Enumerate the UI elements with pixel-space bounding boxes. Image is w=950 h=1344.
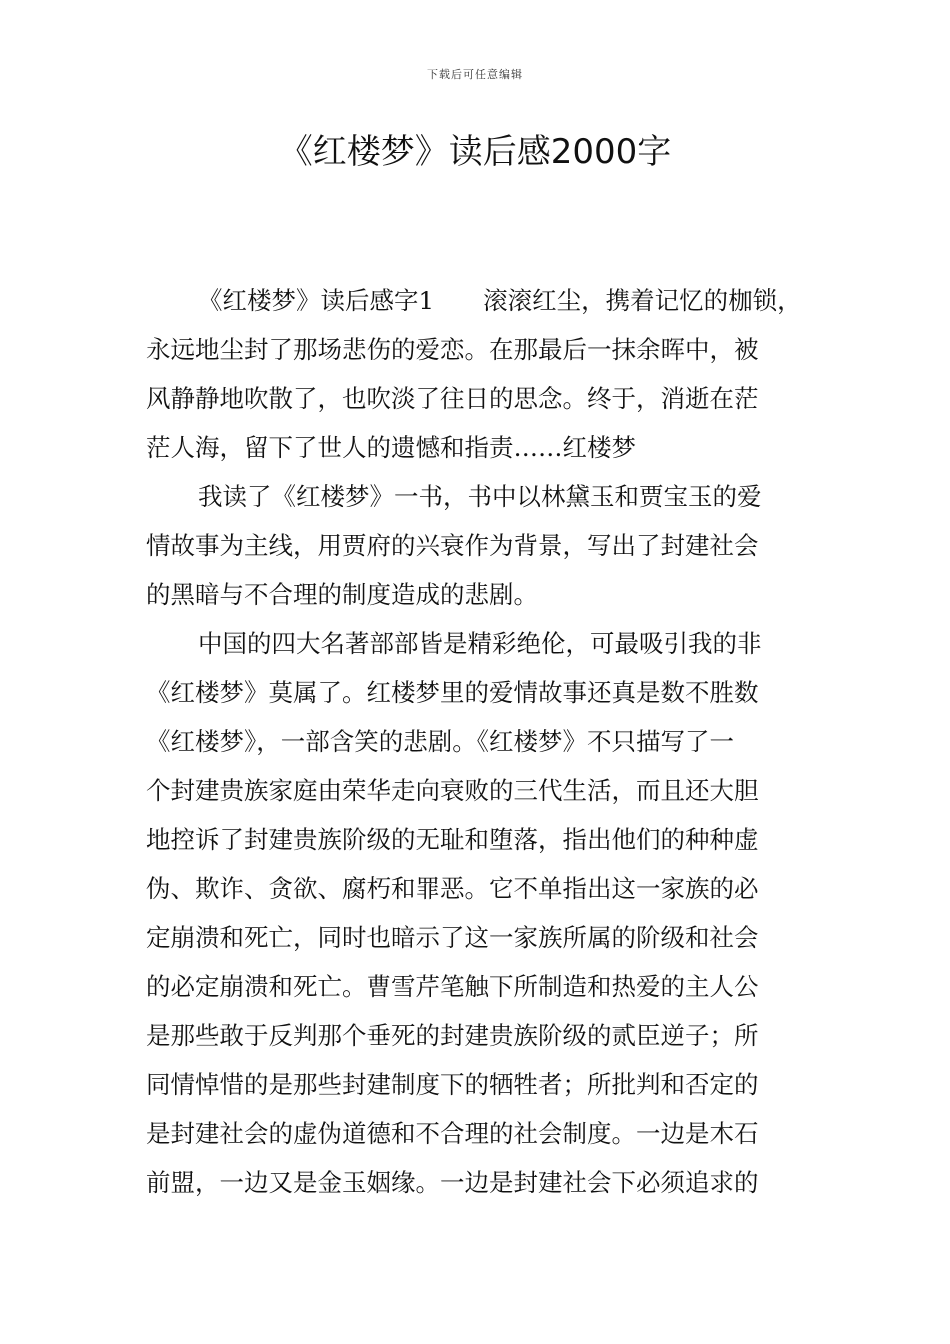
text-line: 是那些敢于反判那个垂死的封建贵族阶级的贰臣逆子；所 xyxy=(146,1021,759,1050)
text-line: 伪、欺诈、贪欲、腐朽和罪恶。它不单指出这一家族的必 xyxy=(146,874,759,903)
header-note: 下载后可任意编辑 xyxy=(427,68,523,81)
text-line: 《红楼梦》读后感字1 滚滚红尘，携着记忆的枷锁， xyxy=(198,286,802,315)
text-line: 定崩溃和死亡，同时也暗示了这一家族所属的阶级和社会 xyxy=(146,923,759,952)
text-line: 风静静地吹散了，也吹淡了往日的思念。终于，消逝在茫 xyxy=(146,384,759,413)
text-line: 《红楼梦》，一部含笑的悲剧。《红楼梦》不只描写了一 xyxy=(146,727,734,756)
text-line: 同情悼惜的是那些封建制度下的牺牲者；所批判和否定的 xyxy=(146,1070,759,1099)
text-line: 地控诉了封建贵族阶级的无耻和堕落，指出他们的种种虚 xyxy=(146,825,759,854)
text-line: 是封建社会的虚伪道德和不合理的社会制度。一边是木石 xyxy=(146,1119,759,1148)
text-line: 个封建贵族家庭由荣华走向衰败的三代生活，而且还大胆 xyxy=(146,776,759,805)
text-line: 《红楼梦》莫属了。红楼梦里的爱情故事还真是数不胜数 xyxy=(146,678,759,707)
document-body xyxy=(146,276,811,1207)
text-line: 的必定崩溃和死亡。曹雪芹笔触下所制造和热爱的主人公 xyxy=(146,972,759,1001)
text-line: 我读了《红楼梦》一书，书中以林黛玉和贾宝玉的爱 xyxy=(198,482,762,511)
text-line: 情故事为主线，用贾府的兴衰作为背景，写出了封建社会 xyxy=(146,531,759,560)
text-line: 前盟，一边又是金玉姻缘。一边是封建社会下必须追求的 xyxy=(146,1168,759,1197)
text-line: 的黑暗与不合理的制度造成的悲剧。 xyxy=(146,580,538,609)
text-line: 茫人海，留下了世人的遗憾和指责……红楼梦 xyxy=(146,433,636,462)
text-line: 永远地尘封了那场悲伤的爱恋。在那最后一抹余晖中，被 xyxy=(146,335,759,364)
text-line: 中国的四大名著部部皆是精彩绝伦，可最吸引我的非 xyxy=(198,629,762,658)
document-title: 《红楼梦》读后感2000字 xyxy=(278,132,672,172)
